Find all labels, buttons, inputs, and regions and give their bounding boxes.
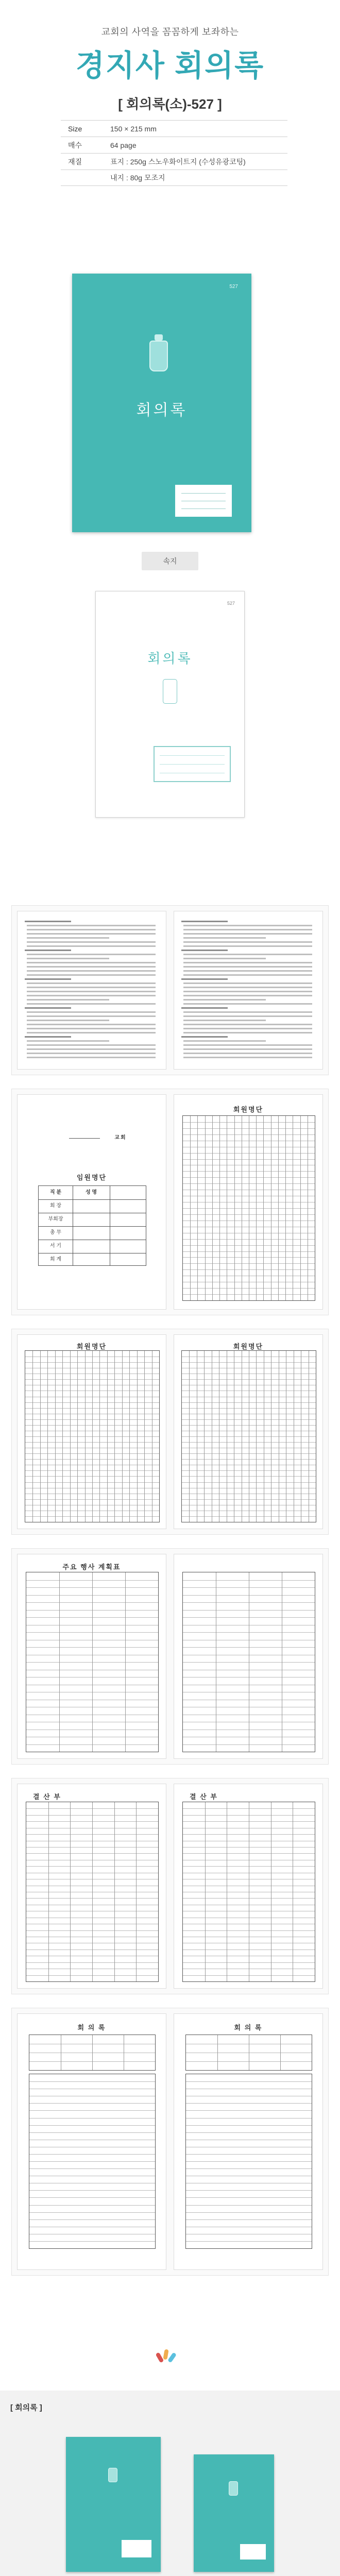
text-line <box>183 954 312 955</box>
grid-col-line <box>205 1116 206 1300</box>
cover-code: 527 <box>229 284 238 290</box>
grid-col-line <box>114 1351 115 1522</box>
minutes-header-grid <box>29 2035 156 2071</box>
grid-row-line <box>186 2110 312 2111</box>
text-line <box>181 950 228 951</box>
grid-col-line <box>59 1572 60 1752</box>
brand-name: 경지사 <box>75 49 165 82</box>
text-line <box>27 1024 156 1025</box>
main-title <box>0 41 340 84</box>
grid-row-line <box>186 2125 312 2126</box>
text-line <box>27 974 156 976</box>
account-grid <box>26 1802 159 1982</box>
text-line <box>25 1007 71 1009</box>
spec-row <box>61 153 287 170</box>
grid-col-line <box>136 1802 137 1981</box>
text-line <box>183 1053 312 1054</box>
text-line <box>183 1024 312 1025</box>
minutes-lines <box>185 2074 312 2249</box>
grid-row-line <box>29 2132 155 2133</box>
account-title: 결 산 부 <box>33 1793 61 1801</box>
spec-key: 매수 <box>68 141 82 149</box>
text-line <box>27 1044 156 1046</box>
text-line <box>181 978 228 980</box>
tagline: 교회의 사역을 꼼꼼하게 보좌하는 <box>101 27 239 37</box>
schedule-title: 주요 행사 계획표 <box>62 1563 121 1571</box>
thumb-label-box <box>240 2544 266 2560</box>
grid-col-line <box>129 1351 130 1522</box>
grid-row-line <box>29 2212 155 2213</box>
text-line <box>27 962 156 963</box>
text-line <box>27 1048 156 1050</box>
grid-col-line <box>70 1351 71 1522</box>
grid-col-line <box>40 1351 41 1522</box>
text-line <box>183 1048 312 1050</box>
grid-col-line <box>212 1116 213 1300</box>
header <box>0 0 340 113</box>
text-line <box>27 966 156 968</box>
grid-col-line <box>278 1116 279 1300</box>
attendance-title: 회원명단 <box>233 1106 264 1113</box>
spec-key: 재질 <box>68 157 82 166</box>
cover-section <box>0 186 340 516</box>
text-line <box>27 970 156 972</box>
text-line <box>183 1015 312 1017</box>
grid-col-line <box>99 1351 100 1522</box>
text-line <box>183 987 312 988</box>
product-name: 회의록 <box>175 49 265 82</box>
grid-col-line <box>256 1116 257 1300</box>
grid-row-line <box>29 2125 155 2126</box>
grid-col-line <box>32 1351 33 1522</box>
spec-row <box>61 120 287 137</box>
minutes-header-grid <box>185 2035 312 2071</box>
grid-col-line <box>122 1351 123 1522</box>
text-line <box>181 1007 228 1009</box>
spec-value: 64 page <box>110 141 137 149</box>
minutes-page-right <box>174 2013 323 2270</box>
text-line <box>183 941 312 943</box>
grid-row-line <box>29 2161 155 2162</box>
schedule-grid <box>182 1572 315 1752</box>
bookmark-ribbon-icon <box>158 2349 178 2365</box>
spread-minutes <box>11 2008 329 2276</box>
text-line <box>25 921 71 922</box>
text-line <box>183 933 312 935</box>
grid-col-line <box>48 1802 49 1981</box>
grid-row-line <box>29 2241 155 2242</box>
text-line <box>183 966 312 968</box>
text-line <box>27 925 156 926</box>
officer-role: 회 장 <box>49 1203 62 1209</box>
officer-role: 부회장 <box>48 1216 63 1222</box>
spread-schedule <box>11 1548 329 1765</box>
schedule-page-right <box>174 1554 323 1759</box>
text-line <box>27 995 156 996</box>
grid-col-line <box>217 2035 218 2070</box>
schedule-page-left <box>17 1554 166 1759</box>
spec-row <box>61 137 287 153</box>
inner-cover-image <box>95 591 245 818</box>
grid-col-line <box>92 1351 93 1522</box>
text-line <box>27 999 109 1001</box>
text-line <box>25 1036 71 1038</box>
text-line <box>183 982 312 984</box>
attendance-page-left <box>17 1334 166 1529</box>
text-line <box>183 937 266 939</box>
grid-row-line <box>186 2118 312 2119</box>
text-line <box>27 1003 156 1005</box>
text-line <box>27 1015 156 1017</box>
grid-col-line <box>125 1572 126 1752</box>
text-line <box>181 1036 228 1038</box>
grid-col-line <box>189 1351 190 1522</box>
grid-col-line <box>77 1351 78 1522</box>
grid-row-line <box>29 2205 155 2206</box>
text-line <box>181 921 228 922</box>
text-line <box>183 974 312 976</box>
attendance-grid <box>182 1115 315 1301</box>
grid-row-line <box>186 2103 312 2104</box>
text-line <box>27 933 156 935</box>
spec-value: 표지 : 250g 스노우화이트지 (수성유광코팅) <box>110 157 246 166</box>
grid-col-line <box>137 1351 138 1522</box>
spec-row <box>61 170 287 186</box>
bottle-icon <box>108 2468 117 2482</box>
attendance-grid <box>181 1350 316 1522</box>
inner-cover-title: 회의록 <box>147 651 193 667</box>
grid-row-line <box>186 2154 312 2155</box>
grid-col-line <box>190 1116 191 1300</box>
text-line <box>27 987 156 988</box>
text-line <box>27 929 156 930</box>
text-line <box>183 1011 312 1013</box>
schedule-grid <box>26 1572 159 1752</box>
attendance-title: 회원명단 <box>76 1343 107 1350</box>
text-line <box>183 1032 312 1033</box>
grid-col-line <box>107 1351 108 1522</box>
grid-col-line <box>285 1116 286 1300</box>
bottle-icon <box>229 2481 238 2496</box>
text-line <box>27 1053 156 1054</box>
text-line <box>183 1020 266 1021</box>
officers-page <box>17 1094 166 1310</box>
text-line <box>27 1032 156 1033</box>
grid-col-line <box>70 1802 71 1981</box>
text-line <box>183 1040 266 1042</box>
text-line <box>183 925 312 926</box>
grid-row-line <box>29 2103 155 2104</box>
grid-row-line <box>186 2081 312 2082</box>
text-line <box>27 941 156 943</box>
grid-col-line <box>219 1116 220 1300</box>
text-line <box>27 1057 156 1058</box>
grid-row-line <box>186 2197 312 2198</box>
spread-officers <box>11 1089 329 1315</box>
text-line <box>183 1044 312 1046</box>
minutes-title: 회 의 록 <box>234 2024 263 2031</box>
grid-col-line <box>205 1802 206 1981</box>
attendance-grid <box>25 1350 160 1522</box>
grid-col-line <box>197 1116 198 1300</box>
inner-cover-code: 527 <box>227 601 235 606</box>
account-page-left <box>17 1784 166 1989</box>
grid-col-line <box>62 1351 63 1522</box>
attendance-page-right <box>174 1334 323 1529</box>
officer-role: 총 무 <box>49 1230 62 1235</box>
minutes-page-left <box>17 2013 166 2270</box>
cover-title: 회의록 <box>136 401 188 419</box>
grid-col-line <box>256 1351 257 1522</box>
grid-row-line <box>186 2205 312 2206</box>
thumb-label-box <box>122 2540 151 2557</box>
minutes-lines <box>29 2074 156 2249</box>
attendance-title: 회원명단 <box>233 1343 264 1350</box>
related-products-band <box>0 2391 340 2576</box>
officers-table <box>38 1185 146 1266</box>
account-title: 결 산 부 <box>190 1793 218 1801</box>
officers-header-name: 성 명 <box>85 1190 97 1195</box>
cover-label-box <box>175 485 232 517</box>
text-line <box>27 1028 156 1029</box>
text-line <box>25 978 71 980</box>
spread-text <box>11 905 329 1075</box>
inner-cover-label-box <box>154 746 231 782</box>
text-line <box>183 999 266 1001</box>
text-line <box>183 945 312 947</box>
text-line <box>27 954 156 955</box>
officers-header-role: 직 분 <box>49 1190 62 1195</box>
grid-col-line <box>92 1572 93 1752</box>
officer-role: 서 기 <box>49 1243 62 1249</box>
text-page-left <box>17 911 166 1070</box>
grid-col-line <box>55 1351 56 1522</box>
grid-row-line <box>186 2161 312 2162</box>
text-line <box>183 995 312 996</box>
grid-col-line <box>47 1351 48 1522</box>
grid-col-line <box>280 2035 281 2070</box>
text-line <box>25 950 71 951</box>
account-page-right <box>174 1784 323 1989</box>
bottle-icon <box>163 679 177 704</box>
spec-table <box>61 120 287 186</box>
grid-col-line <box>114 1802 115 1981</box>
product-thumb-large[interactable] <box>66 2437 161 2572</box>
grid-row-line <box>186 2219 312 2220</box>
spread-attendance <box>11 1329 329 1535</box>
spread-account <box>11 1778 329 1994</box>
text-line <box>27 1011 156 1013</box>
grid-row-line <box>29 2118 155 2119</box>
text-line <box>183 962 312 963</box>
grid-col-line <box>92 2035 93 2070</box>
text-line <box>27 1040 109 1042</box>
text-line <box>27 958 109 959</box>
product-code: [ 회의록(소)-527 ] <box>118 96 222 112</box>
grid-col-line <box>85 1351 86 1522</box>
section-label-inner: 속지 <box>142 552 198 570</box>
text-line <box>183 970 312 972</box>
band-title: [ 회의록 ] <box>10 2403 42 2412</box>
spec-value: 150 × 215 mm <box>110 124 157 133</box>
grid-row-line <box>29 2190 155 2191</box>
attendance-page <box>174 1094 323 1310</box>
grid-row-line <box>29 2110 155 2111</box>
text-page-right <box>174 911 323 1070</box>
grid-row-line <box>186 2190 312 2191</box>
grid-col-line <box>234 1116 235 1300</box>
text-line <box>27 945 156 947</box>
product-thumb-small[interactable] <box>194 2454 274 2572</box>
text-line <box>183 1057 312 1058</box>
church-label: 교회 <box>114 1135 127 1141</box>
grid-col-line <box>144 1351 145 1522</box>
text-line <box>183 958 266 959</box>
grid-col-line <box>300 1116 301 1300</box>
text-line <box>27 937 109 939</box>
minutes-title: 회 의 록 <box>77 2024 106 2031</box>
grid-col-line <box>92 1802 93 1981</box>
grid-row-line <box>186 2241 312 2242</box>
grid-row-line <box>29 2154 155 2155</box>
account-grid <box>182 1802 315 1982</box>
grid-row-line <box>29 2219 155 2220</box>
spec-value: 내지 : 80g 모조지 <box>110 174 165 182</box>
text-line <box>183 991 312 992</box>
text-line <box>183 929 312 930</box>
grid-col-line <box>204 1351 205 1522</box>
grid-row-line <box>186 2212 312 2213</box>
text-line <box>27 982 156 984</box>
spec-key: Size <box>68 124 82 133</box>
bottle-icon <box>149 341 168 371</box>
cover-image <box>72 274 251 532</box>
text-line <box>27 1020 109 1021</box>
grid-row-line <box>29 2197 155 2198</box>
officers-title: 임원명단 <box>76 1174 107 1181</box>
grid-row-line <box>29 2081 155 2082</box>
text-line <box>183 1028 312 1029</box>
grid-row-line <box>29 2168 155 2169</box>
grid-row-line <box>186 2168 312 2169</box>
grid-col-line <box>263 1116 264 1300</box>
officer-role: 회 계 <box>49 1257 62 1262</box>
text-line <box>183 1003 312 1005</box>
text-line <box>27 991 156 992</box>
grid-row-line <box>186 2132 312 2133</box>
